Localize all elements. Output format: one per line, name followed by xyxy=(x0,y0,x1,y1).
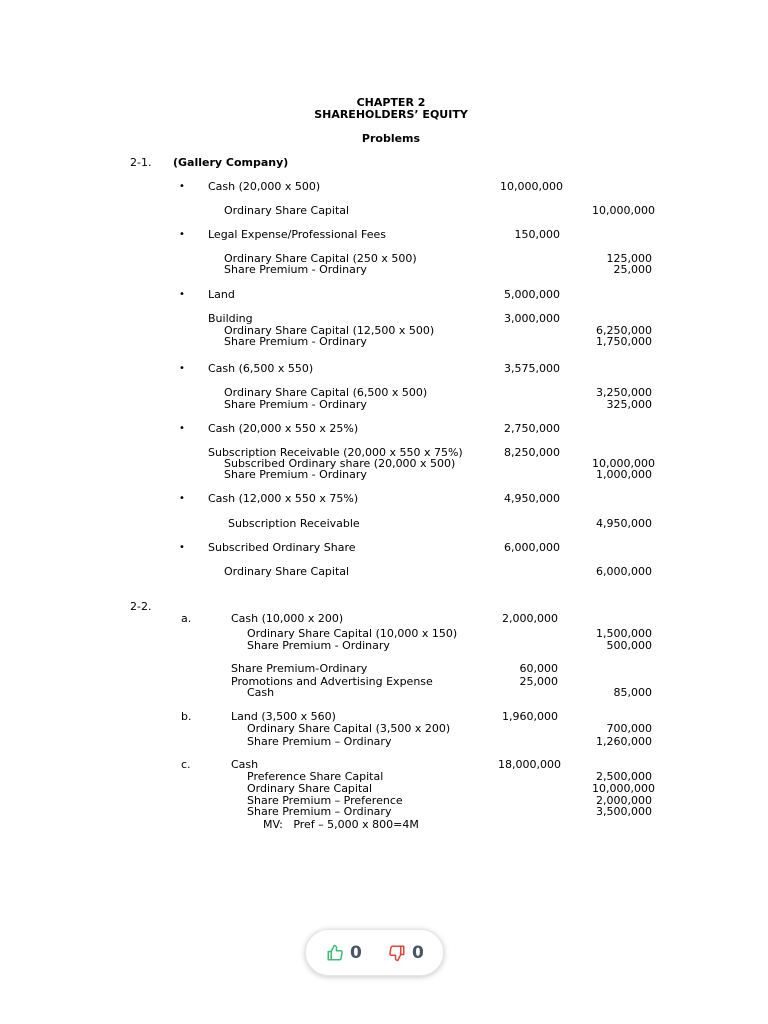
credit-amount: 1,260,000 xyxy=(596,735,652,748)
debit-amount: 25,000 xyxy=(519,675,558,688)
like-button[interactable] xyxy=(326,941,362,965)
debit-account: Promotions and Advertising Expense xyxy=(231,675,433,688)
dislike-count: 0 xyxy=(412,943,424,963)
debit-amount: 150,000 xyxy=(514,228,560,241)
debit-account: Cash (20,000 x 550 x 25%) xyxy=(208,422,359,435)
credit-account: Share Premium - Ordinary xyxy=(224,398,367,411)
debit-amount: 4,950,000 xyxy=(504,492,560,505)
credit-amount: 10,000,000 xyxy=(592,457,655,470)
debit-amount: 10,000,000 xyxy=(500,180,563,193)
debit-amount: 3,000,000 xyxy=(504,312,560,325)
vote-widget xyxy=(305,929,444,976)
bullet: • xyxy=(179,423,185,434)
credit-amount: 10,000,000 xyxy=(592,782,655,795)
bullet: • xyxy=(179,181,185,192)
credit-account: Ordinary Share Capital (12,500 x 500) xyxy=(224,324,435,337)
debit-account: Legal Expense/Professional Fees xyxy=(208,228,386,241)
credit-account: Share Premium - Ordinary xyxy=(224,263,367,276)
credit-amount: 85,000 xyxy=(613,686,652,699)
bullet: • xyxy=(179,289,185,300)
debit-account: Subscription Receivable (20,000 x 550 x 75%) xyxy=(208,446,463,459)
credit-account: Share Premium – Preference xyxy=(247,794,403,807)
credit-account: Share Premium - Ordinary xyxy=(224,335,367,348)
debit-amount: 3,575,000 xyxy=(504,362,560,375)
debit-account: Share Premium-Ordinary xyxy=(231,662,368,675)
credit-amount: 2,000,000 xyxy=(596,794,652,807)
part-letter: a. xyxy=(181,612,192,625)
credit-account: Share Premium - Ordinary xyxy=(247,639,390,652)
credit-amount: 3,500,000 xyxy=(596,805,652,818)
bullet: • xyxy=(179,493,185,504)
debit-amount: 60,000 xyxy=(519,662,558,675)
credit-amount: 325,000 xyxy=(606,398,652,411)
credit-account: Share Premium - Ordinary xyxy=(224,468,367,481)
credit-account: Ordinary Share Capital xyxy=(224,204,350,217)
credit-account: Subscription Receivable xyxy=(228,517,360,530)
dislike-button[interactable] xyxy=(388,941,424,965)
credit-amount: 125,000 xyxy=(606,252,652,265)
debit-account: Cash (6,500 x 550) xyxy=(208,362,314,375)
section-heading: Problems xyxy=(361,132,421,145)
market-value-note: MV: Pref – 5,000 x 800=4M xyxy=(263,818,419,831)
debit-amount: 2,000,000 xyxy=(502,612,558,625)
bullet: • xyxy=(179,229,185,240)
credit-amount: 500,000 xyxy=(606,639,652,652)
credit-account: Share Premium – Ordinary xyxy=(247,805,392,818)
debit-amount: 18,000,000 xyxy=(498,758,561,771)
thumbs-down-icon xyxy=(388,944,406,962)
chapter-title: CHAPTER 2 xyxy=(356,96,426,109)
credit-account: Subscribed Ordinary share (20,000 x 500) xyxy=(224,457,456,470)
chapter-subject: SHAREHOLDERS’ EQUITY xyxy=(314,108,468,121)
problem-number: 2-2. xyxy=(130,600,152,613)
credit-amount: 6,000,000 xyxy=(596,565,652,578)
debit-account: Land xyxy=(208,288,235,301)
bullet: • xyxy=(179,542,185,553)
debit-account: Building xyxy=(208,312,253,325)
credit-amount: 10,000,000 xyxy=(592,204,655,217)
credit-amount: 4,950,000 xyxy=(596,517,652,530)
credit-account: Ordinary Share Capital (250 x 500) xyxy=(224,252,417,265)
credit-account: Cash xyxy=(247,686,275,699)
debit-account: Land (3,500 x 560) xyxy=(231,710,336,723)
credit-amount: 2,500,000 xyxy=(596,770,652,783)
credit-account: Ordinary Share Capital xyxy=(247,782,373,795)
credit-amount: 3,250,000 xyxy=(596,386,652,399)
credit-account: Ordinary Share Capital (3,500 x 200) xyxy=(247,722,451,735)
like-count: 0 xyxy=(350,943,362,963)
credit-amount: 6,250,000 xyxy=(596,324,652,337)
debit-amount: 5,000,000 xyxy=(504,288,560,301)
debit-amount: 1,960,000 xyxy=(502,710,558,723)
credit-amount: 1,500,000 xyxy=(596,627,652,640)
credit-amount: 1,000,000 xyxy=(596,468,652,481)
part-letter: b. xyxy=(181,710,192,723)
debit-amount: 2,750,000 xyxy=(504,422,560,435)
debit-account: Cash (10,000 x 200) xyxy=(231,612,344,625)
credit-amount: 25,000 xyxy=(613,263,652,276)
problem-title: (Gallery Company) xyxy=(173,156,289,169)
bullet: • xyxy=(179,363,185,374)
problem-number: 2-1. xyxy=(130,156,152,169)
credit-account: Share Premium – Ordinary xyxy=(247,735,392,748)
credit-account: Ordinary Share Capital xyxy=(224,565,350,578)
part-letter: c. xyxy=(181,758,191,771)
credit-amount: 700,000 xyxy=(606,722,652,735)
credit-account: Preference Share Capital xyxy=(247,770,384,783)
credit-account: Ordinary Share Capital (6,500 x 500) xyxy=(224,386,428,399)
debit-account: Cash xyxy=(231,758,259,771)
credit-amount: 1,750,000 xyxy=(596,335,652,348)
debit-amount: 8,250,000 xyxy=(504,446,560,459)
credit-account: Ordinary Share Capital (10,000 x 150) xyxy=(247,627,458,640)
thumbs-up-icon xyxy=(326,944,344,962)
debit-account: Subscribed Ordinary Share xyxy=(208,541,356,554)
debit-account: Cash (12,000 x 550 x 75%) xyxy=(208,492,359,505)
debit-amount: 6,000,000 xyxy=(504,541,560,554)
debit-account: Cash (20,000 x 500) xyxy=(208,180,321,193)
